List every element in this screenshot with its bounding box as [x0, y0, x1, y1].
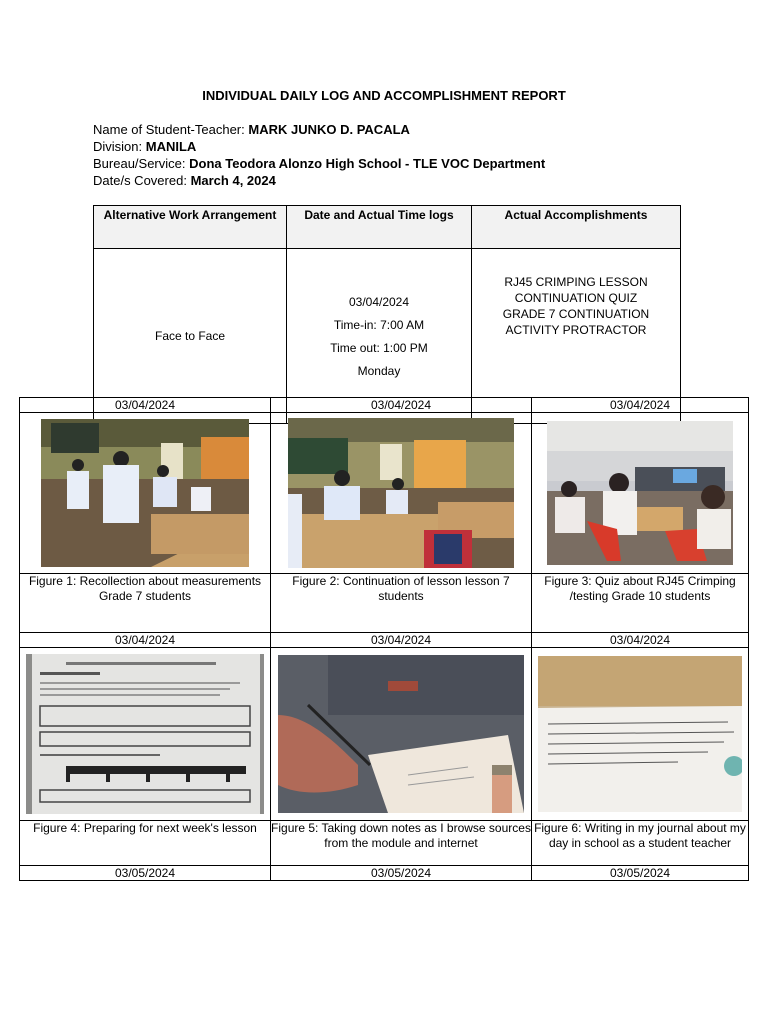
computer-lab-photo — [547, 421, 733, 565]
figure-4-photo — [20, 648, 271, 821]
log-day: Monday — [357, 363, 401, 378]
figure-date: 03/04/2024 — [271, 398, 532, 413]
log-date: 03/04/2024 — [348, 294, 410, 309]
figure-date: 03/04/2024 — [532, 633, 749, 648]
figure-6-photo — [532, 648, 749, 821]
accomplishment-line: GRADE 7 CONTINUATION — [502, 307, 650, 321]
arrangement-cell: Face to Face — [94, 249, 287, 424]
report-title: INDIVIDUAL DAILY LOG AND ACCOMPLISHMENT REPORT — [202, 88, 566, 103]
accomplishment-line: RJ45 CRIMPING LESSON — [504, 275, 648, 289]
module-page-photo — [26, 654, 264, 814]
figure-5-photo — [271, 648, 532, 821]
figure-date: 03/04/2024 — [271, 633, 532, 648]
figure-caption: Figure 3: Quiz about RJ45 Crimping /testing Grade 10 students — [532, 574, 749, 633]
header-accomplishments: Actual Accomplishments — [472, 206, 681, 249]
figure-caption: Figure 1: Recollection about measurements Grade 7 students — [20, 574, 271, 633]
journal-photo — [538, 656, 742, 812]
bureau-line — [93, 155, 545, 172]
student-name-line — [93, 121, 410, 138]
dates-covered-line — [93, 172, 276, 189]
figures-table — [19, 397, 749, 881]
figure-1-photo — [20, 413, 271, 574]
figure-caption: Figure 6: Writing in my journal about my day in school as a student teacher — [532, 821, 749, 866]
name-label: Name of Student-Teacher: — [93, 122, 245, 137]
log-table — [93, 205, 681, 424]
division-value: MANILA — [145, 139, 197, 154]
figure-date: 03/05/2024 — [20, 866, 271, 881]
figure-date: 03/05/2024 — [532, 866, 749, 881]
figure-date: 03/05/2024 — [271, 866, 532, 881]
header-time-logs: Date and Actual Time logs — [287, 206, 472, 249]
accomplishment-line: ACTIVITY PROTRACTOR — [505, 323, 647, 337]
taking-notes-photo — [278, 655, 524, 813]
accomplishment-line: CONTINUATION QUIZ — [514, 291, 638, 305]
name-value: MARK JUNKO D. PACALA — [248, 122, 410, 137]
dates-label: Date/s Covered: — [93, 173, 187, 188]
time-in: Time-in: 7:00 AM — [333, 317, 425, 332]
division-line — [93, 138, 196, 155]
figure-date: 03/04/2024 — [20, 633, 271, 648]
bureau-label: Bureau/Service: — [93, 156, 186, 171]
dates-value: March 4, 2024 — [190, 173, 276, 188]
figure-3-photo — [532, 413, 749, 574]
classroom-photo-2 — [288, 418, 514, 568]
figure-2-photo — [271, 413, 532, 574]
classroom-photo-1 — [41, 419, 249, 567]
time-out: Time out: 1:00 PM — [330, 340, 428, 355]
figure-date: 03/04/2024 — [532, 398, 749, 413]
bureau-value: Dona Teodora Alonzo High School - TLE VOC Department — [189, 156, 546, 171]
figure-caption: Figure 5: Taking down notes as I browse sources from the module and internet — [271, 821, 532, 866]
figure-date: 03/04/2024 — [20, 398, 271, 413]
division-label: Division: — [93, 139, 143, 154]
figure-caption: Figure 4: Preparing for next week's lesson — [20, 821, 271, 866]
figure-caption: Figure 2: Continuation of lesson lesson 7 students — [271, 574, 532, 633]
header-arrangement: Alternative Work Arrangement — [94, 206, 287, 249]
